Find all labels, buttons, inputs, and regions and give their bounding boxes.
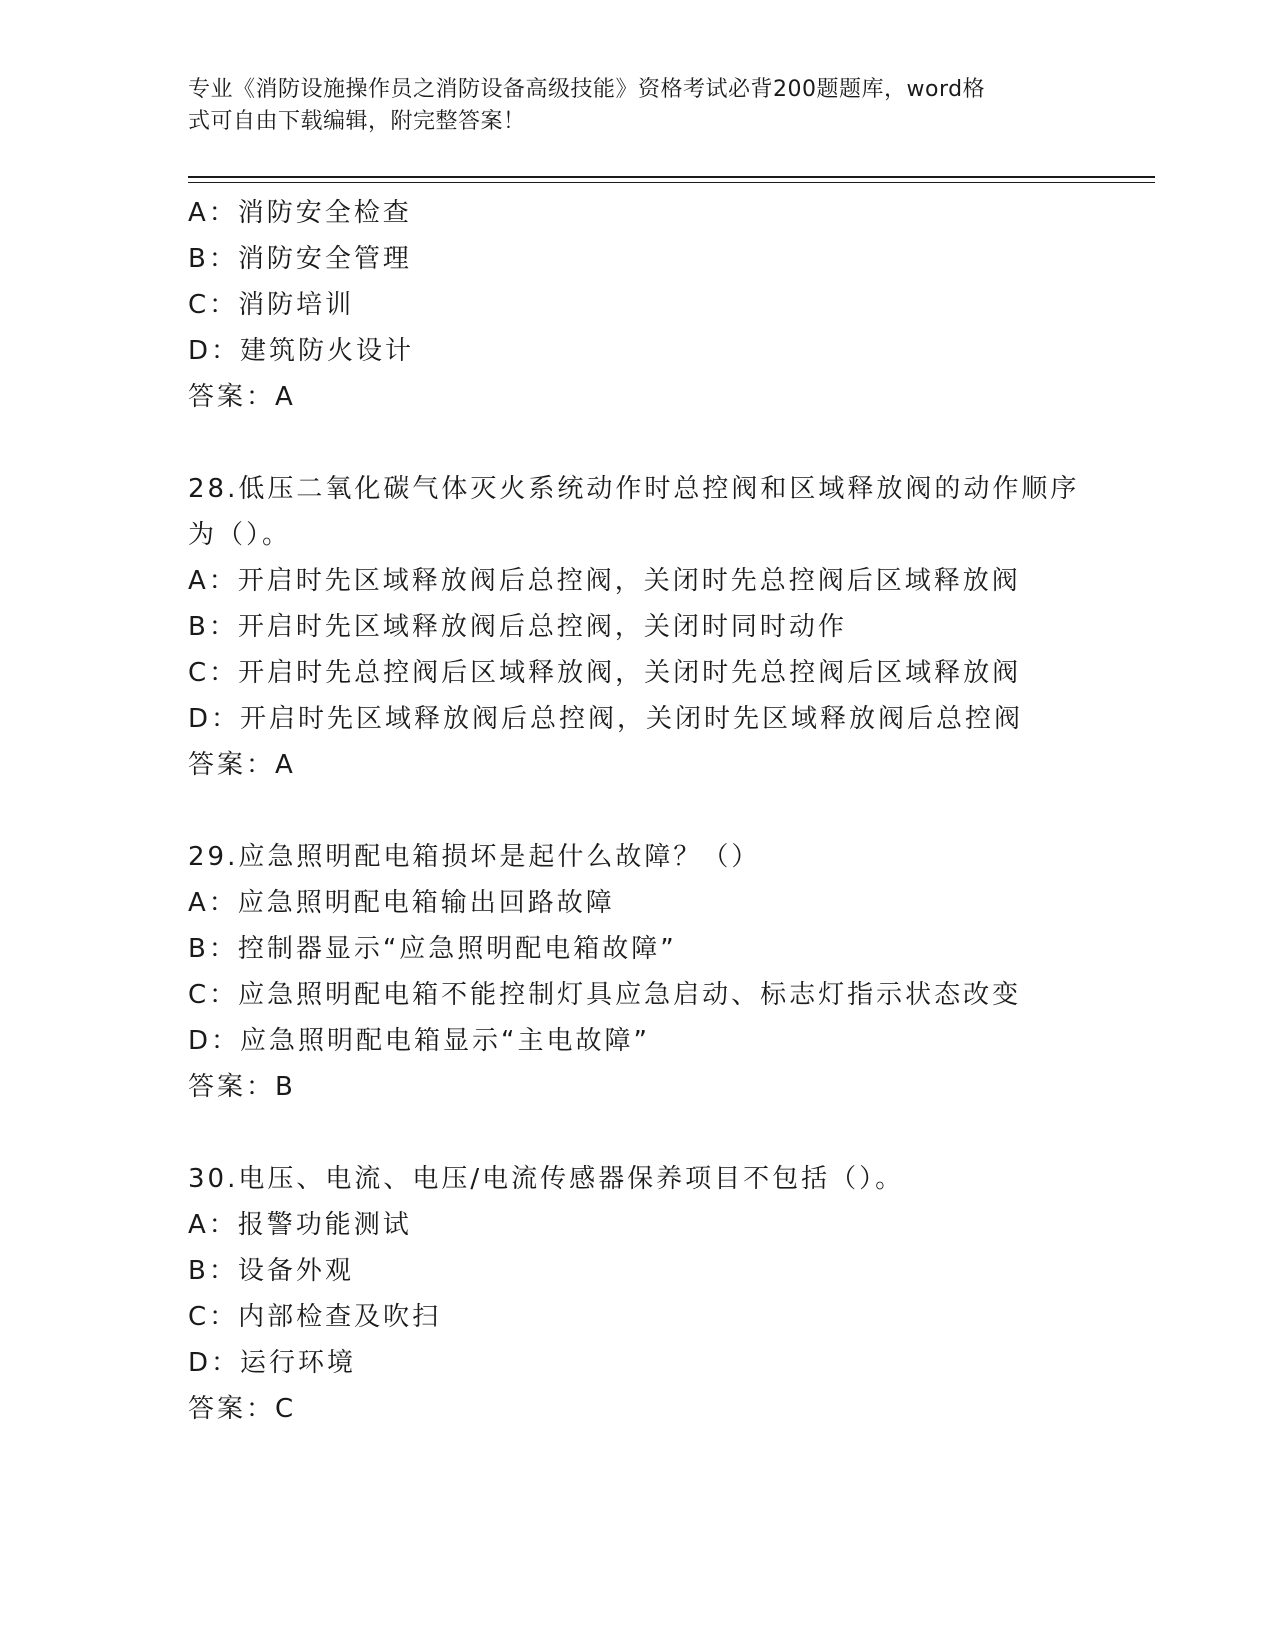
question-28 bbox=[188, 466, 1128, 788]
answer: 答案：A bbox=[188, 750, 296, 780]
option-b: B：消防安全管理 bbox=[188, 244, 412, 274]
option-d: D：开启时先区域释放阀后总控阀，关闭时先区域释放阀后总控阀 bbox=[188, 704, 1024, 734]
question-text-line-1: 30.电压、电流、电压/电流传感器保养项目不包括（）。 bbox=[188, 1164, 905, 1194]
option-b: B：控制器显示“应急照明配电箱故障” bbox=[188, 934, 677, 964]
question-30 bbox=[188, 1156, 1128, 1432]
option-d: D：建筑防火设计 bbox=[188, 336, 415, 366]
option-d: D：运行环境 bbox=[188, 1348, 357, 1378]
question-text-line-1: 29.应急照明配电箱损坏是起什么故障？（） bbox=[188, 842, 761, 872]
document-header bbox=[188, 74, 1088, 138]
header-line-1: 专业《消防设施操作员之消防设备高级技能》资格考试必背200题题库，word格 bbox=[188, 77, 986, 102]
question-29 bbox=[188, 834, 1128, 1110]
answer: 答案：A bbox=[188, 382, 296, 412]
question-27 bbox=[188, 190, 1128, 420]
answer: 答案：C bbox=[188, 1394, 297, 1424]
option-c: C：应急照明配电箱不能控制灯具应急启动、标志灯指示状态改变 bbox=[188, 980, 1022, 1010]
option-c: C：内部检查及吹扫 bbox=[188, 1302, 442, 1332]
option-b: B：设备外观 bbox=[188, 1256, 354, 1286]
question-text-line-2: 为（）。 bbox=[188, 520, 292, 550]
header-divider-thick bbox=[188, 176, 1155, 178]
option-c: C：消防培训 bbox=[188, 290, 355, 320]
option-a: A：应急照明配电箱输出回路故障 bbox=[188, 888, 615, 918]
question-list bbox=[188, 190, 1128, 1432]
option-a: A：开启时先区域释放阀后总控阀，关闭时先总控阀后区域释放阀 bbox=[188, 566, 1021, 596]
option-a: A：报警功能测试 bbox=[188, 1210, 412, 1240]
answer: 答案：B bbox=[188, 1072, 296, 1102]
spacer bbox=[188, 420, 1128, 466]
option-d: D：应急照明配电箱显示“主电故障” bbox=[188, 1026, 650, 1056]
header-divider-thin bbox=[188, 182, 1155, 183]
option-c: C：开启时先总控阀后区域释放阀，关闭时先总控阀后区域释放阀 bbox=[188, 658, 1022, 688]
option-a: A：消防安全检查 bbox=[188, 198, 412, 228]
spacer bbox=[188, 1110, 1128, 1156]
header-line-2: 式可自由下载编辑，附完整答案！ bbox=[188, 109, 526, 134]
spacer bbox=[188, 788, 1128, 834]
option-b: B：开启时先区域释放阀后总控阀，关闭时同时动作 bbox=[188, 612, 847, 642]
question-text-line-1: 28.低压二氧化碳气体灭火系统动作时总控阀和区域释放阀的动作顺序 bbox=[188, 474, 1080, 504]
